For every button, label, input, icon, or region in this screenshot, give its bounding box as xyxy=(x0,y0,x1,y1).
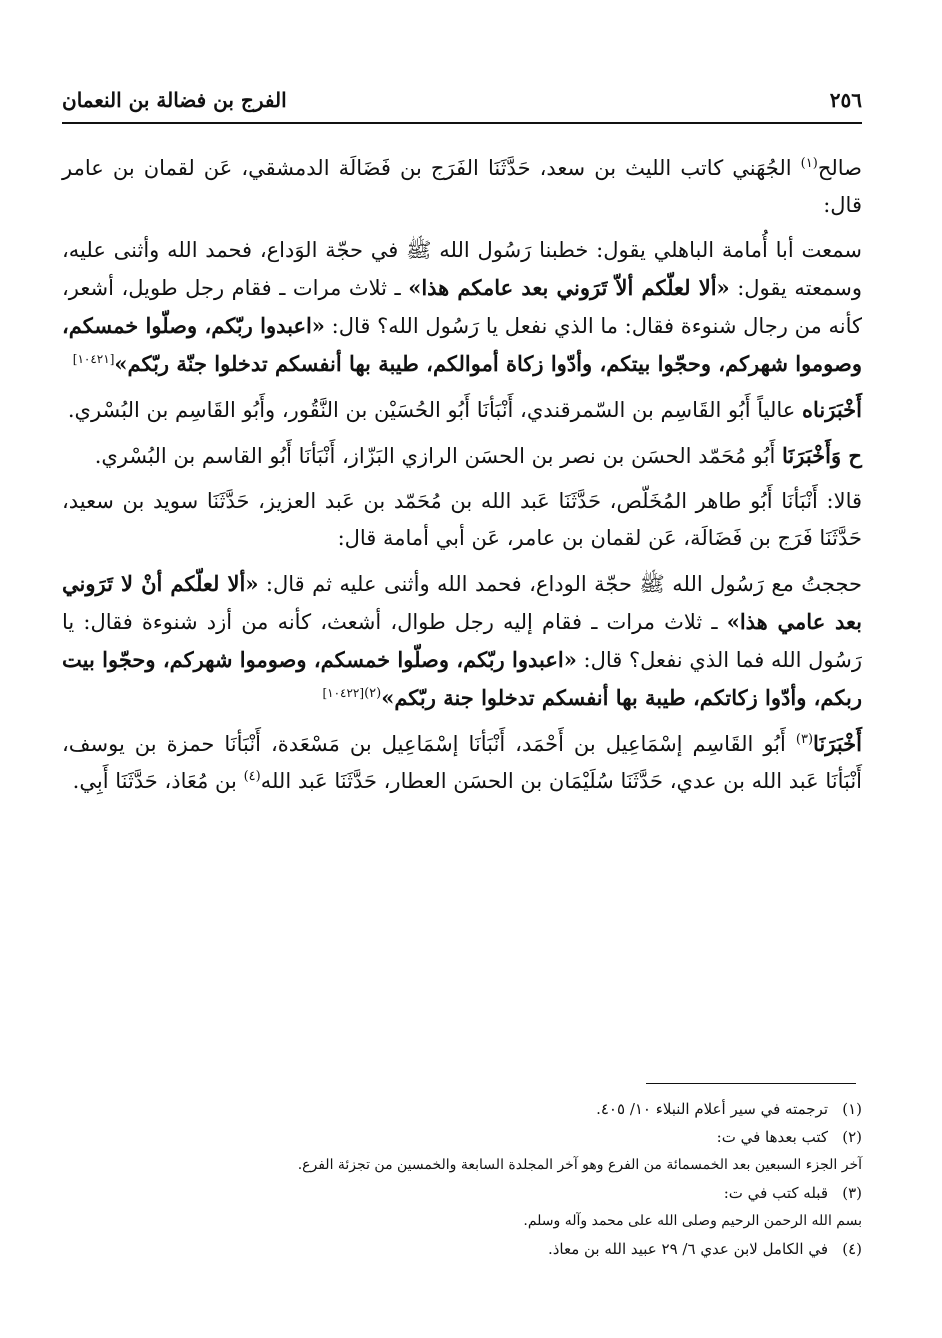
paragraph-7 xyxy=(62,725,862,800)
footnote-2 xyxy=(62,1123,862,1151)
footnote-number: (١) xyxy=(842,1100,862,1118)
hadith-quote: «ألا لعلّكم ألاّ تَرَوني بعد عامكم هذا» xyxy=(408,275,730,300)
text-run: أَبُو مُحَمّد الحسَن بن نصر بن الحسَن الرازي البَزّاز، أَنْبَأنَا أَبُو القاسم بن البُسْري. xyxy=(94,444,782,468)
footnote-marker[interactable]: (٣) xyxy=(795,732,814,747)
hadith-quote: «اعبدوا ربّكم، وصلّوا خمسكم، وصوموا شهركم، وحجّوا بيتكم، وأدّوا زكاة أموالكم، طيبة بها أنفسكم تدخلوا جنّة ربّكم» xyxy=(62,313,862,376)
text-run: ـ ثلاث مرات ـ فقام إليه رجل طوال، أشعث، كأنه من أزد شنوءة فقال: يا رَسُول الله فما الذي نفعل؟ قال: xyxy=(62,610,863,672)
page-number: ٢٥٦ xyxy=(829,88,862,112)
text-run: ـ ثلاث مرات ـ فقام رجل طويل، أشعر، كأنه من رجال شنوءة فقال: ما الذي نفعل يا رَسُول الله؟ قال: xyxy=(62,276,862,338)
running-title: الفرج بن فضالة بن النعمان xyxy=(62,88,287,112)
footnote-4 xyxy=(62,1235,862,1263)
hadith-quote: «ألا لعلّكم أنْ لا تَرَوني بعد عامي هذا» xyxy=(62,571,862,634)
isnad-keyword: أَخْبَرَنَا xyxy=(813,731,862,756)
text-run: حججتُ مع رَسُول الله ﷺ حجّة الوداع، فحمد الله وأثنى عليه ثم قال: xyxy=(258,572,862,596)
paragraph-1 xyxy=(62,150,862,224)
hadith-number: [١٠٤٢١] xyxy=(72,352,115,366)
text-run: عالياً أَبُو القَاسِم بن السّمرقندي، أَنْبَأنَا أَبُو الحُسَيْن بن النَّقُور، وأَبُو القَاسِم بن البُسْري. xyxy=(67,398,802,422)
footnote-number: (٢) xyxy=(842,1128,862,1146)
footnote-text: في الكامل لابن عدي ٦/ ٢٩ عبيد الله بن معاذ. xyxy=(547,1240,828,1258)
footnotes xyxy=(62,1095,862,1263)
paragraph-4 xyxy=(62,437,862,475)
footnote-marker[interactable]: (٢) xyxy=(364,686,382,701)
header-rule xyxy=(62,122,862,124)
text-run: الجُهَني كاتب الليث بن سعد، حَدَّثَنَا الفَرَج بن فَضَالَة الدمشقي، عَن لقمان بن عامر قال: xyxy=(62,156,862,217)
paragraph-6 xyxy=(62,565,862,717)
text-run: قالا: أَنْبَأنَا أَبُو طاهر المُخَلّص، حَدَّثَنَا عَبد الله بن مُحَمّد بن عَبد العزيز، حَدَّثَنَا سويد بن سعيد، حَدَّثَنَا فَرَج بن فَضَالَة، عَن لقمان بن عامر، عَن أبي أمامة قال: xyxy=(62,489,862,550)
footnote-3 xyxy=(62,1179,862,1207)
text-run: أَبُو القَاسِم إسْمَاعِيل بن أَحْمَد، أَنْبَأنَا إسْمَاعِيل بن مَسْعَدة، أَنْبَأنَا حمزة بن يوسف، أَنْبَأنَا عَبد الله بن عدي، حَدَّثَنَا سُلَيْمَان بن الحسَن العطار، حَدَّثَنَا عَبد الله xyxy=(62,732,862,793)
main-text xyxy=(62,150,862,808)
paragraph-3 xyxy=(62,391,862,429)
hadith-quote: «اعبدوا ربّكم، وصلّوا خمسكم، وصوموا شهركم، وحجّوا بيت ربكم، وأدّوا زكاتكم، طيبة بها أنفسكم تدخلوا جنة ربّكم» xyxy=(62,647,862,710)
footnote-number: (٤) xyxy=(842,1240,862,1258)
isnad-keyword: ح وَأَخْبَرَنَا xyxy=(782,443,862,468)
footnote-1 xyxy=(62,1095,862,1123)
paragraph-2 xyxy=(62,232,862,383)
footnote-text: كتب بعدها في ت: xyxy=(716,1128,828,1146)
footnote-marker[interactable]: (١) xyxy=(800,156,818,171)
footnote-2-quote: آخر الجزء السبعين بعد الخمسمائة من الفرع وهو آخر المجلدة السابعة والخمسين من تجزئة الفرع. xyxy=(297,1157,862,1173)
footnote-separator xyxy=(646,1083,856,1084)
footnote-number: (٣) xyxy=(842,1184,862,1202)
footnote-text: قبله كتب في ت: xyxy=(723,1184,828,1202)
hadith-number: [١٠٤٢٢] xyxy=(322,686,365,700)
footnote-3-quote: بسم الله الرحمن الرحيم وصلى الله على محمد وآله وسلم. xyxy=(523,1213,862,1229)
text-run: سمعت أبا أُمامة الباهلي يقول: خطبنا رَسُول الله ﷺ في حجّة الوَداع، فحمد الله وأثنى عليه، وسمعته يقول: xyxy=(62,238,862,300)
text-run: صالح xyxy=(817,156,862,180)
isnad-keyword: أَخْبَرَناه xyxy=(802,397,862,422)
page-header xyxy=(62,88,862,124)
footnote-text: ترجمته في سير أعلام النبلاء ١٠/ ٤٠٥. xyxy=(596,1100,828,1118)
text-run: بن مُعَاذ، حَدَّثَنَا أَبِي. xyxy=(72,769,244,793)
footnote-marker[interactable]: (٤) xyxy=(243,769,261,784)
paragraph-5 xyxy=(62,483,862,557)
